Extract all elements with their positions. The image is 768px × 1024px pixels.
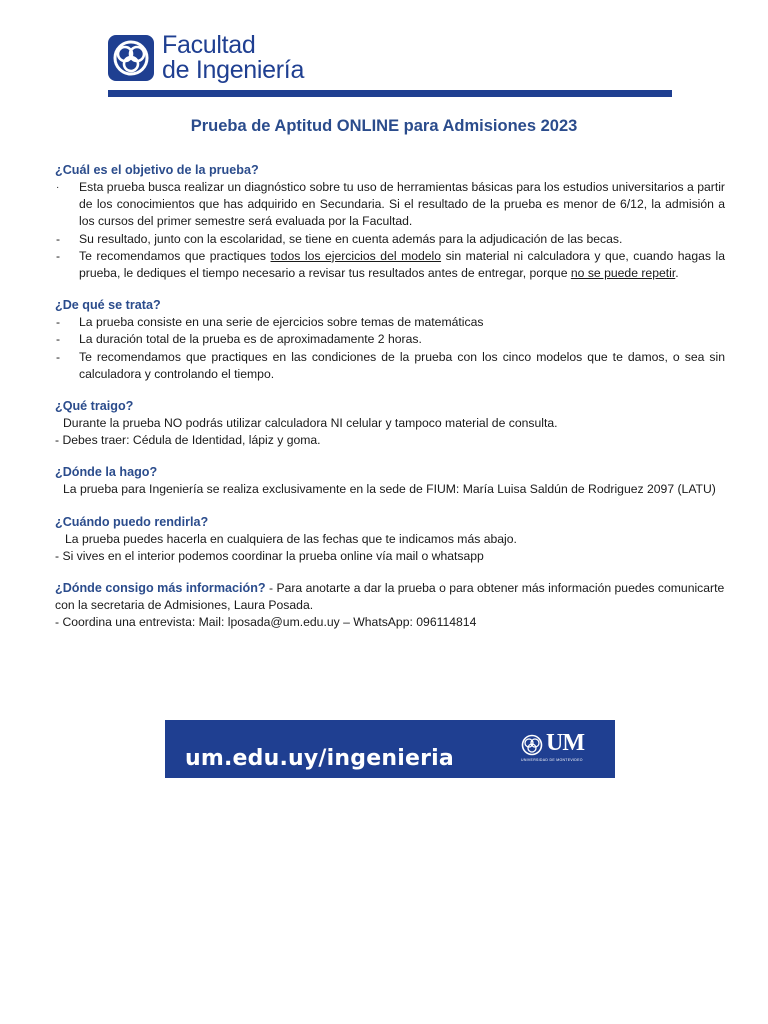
faculty-emblem-icon [108, 35, 154, 81]
list-item: - Te recomendamos que practiques en las condiciones de la prueba con los cinco modelos que te damos, o sea sin calculadora y controlando el tiempo. [55, 349, 725, 383]
faculty-logo [108, 32, 304, 84]
website-url: um.edu.uy/ingenieria [185, 746, 454, 771]
list-item: - Su resultado, junto con la escolaridad, se tiene en cuenta además para la adjudicación de las becas. [55, 231, 725, 248]
paragraph: - Coordina una entrevista: Mail: lposada@um.edu.uy – WhatsApp: 096114814 [55, 615, 477, 630]
university-logo [521, 732, 597, 766]
section-heading: ¿Cuál es el objetivo de la prueba? [55, 163, 259, 177]
text-run: Te recomendamos que practiques [79, 248, 271, 263]
section-cuando [55, 513, 725, 565]
bullet-list [55, 179, 725, 282]
university-logo-text: UM [546, 730, 584, 756]
section-objetivo [55, 161, 725, 282]
section-heading: ¿De qué se trata? [55, 298, 161, 313]
section-trata [55, 296, 725, 383]
university-emblem-icon [521, 734, 543, 756]
underlined-text: todos los ejercicios del modelo [270, 248, 442, 263]
paragraph [55, 481, 725, 498]
paragraph: - Si vives en el interior podemos coordinar la prueba online vía mail o whatsapp [55, 548, 484, 563]
text-run: - Para anotarte a dar la prueba o para obtener más información puedes comunicarte con la secretaria de Admisiones, Laura Posada. [55, 581, 725, 613]
bullet-list [55, 314, 725, 383]
list-item: - La duración total de la prueba es de aproximadamente 2 horas. [55, 331, 725, 348]
list-item: - La prueba consiste en una serie de ejercicios sobre temas de matemáticas [55, 314, 725, 331]
list-item: · Esta prueba busca realizar un diagnóstico sobre tu uso de herramientas básicas para los estudios universitarios a partir de los conocimientos que has adquirido en Secundaria. Si el resultado de la prueba es menor de 6/12, la admisión a los cursos del primer semestre será evaluada por la Facultad. [55, 179, 725, 231]
text-run: . [675, 266, 679, 281]
faculty-name-line1: Facultad [162, 31, 256, 59]
faculty-name [162, 33, 304, 83]
section-heading: ¿Qué traigo? [55, 399, 134, 414]
header-divider [108, 90, 672, 97]
document-title: Prueba de Aptitud ONLINE para Admisiones 2023 [190, 117, 578, 135]
paragraph: - Debes traer: Cédula de Identidad, lápiz y goma. [55, 433, 321, 448]
university-logo-subtitle: UNIVERSIDAD DE MONTEVIDEO [521, 758, 583, 762]
section-heading: ¿Dónde consigo más información? [55, 581, 266, 596]
text-run: sin material ni calculadora y que, cuando hagas la prueba, le dediques el tiempo necesario a revisar tus resultados antes de entregar, porque [79, 248, 725, 281]
section-traigo [55, 397, 725, 449]
section-donde [55, 463, 725, 498]
text-run: La prueba para Ingeniería se realiza exclusivamente en la sede de FIUM: María Luisa Saldún de Rodriguez 2097 (LATU) [63, 482, 716, 497]
underlined-text: no se puede repetir [570, 266, 676, 281]
paragraph [55, 579, 725, 614]
footer-banner [165, 720, 615, 778]
paragraph: Durante la prueba NO podrás utilizar calculadora NI celular y tampoco material de consulta. [63, 416, 558, 431]
paragraph: La prueba puedes hacerla en cualquiera de las fechas que te indicamos más abajo. [65, 531, 517, 546]
list-item [55, 248, 725, 282]
faculty-name-line2: de Ingeniería [162, 56, 305, 84]
document-body [55, 161, 725, 646]
section-heading: ¿Dónde la hago? [55, 465, 158, 480]
section-heading: ¿Cuándo puedo rendirla? [55, 514, 209, 529]
section-info [55, 579, 725, 632]
